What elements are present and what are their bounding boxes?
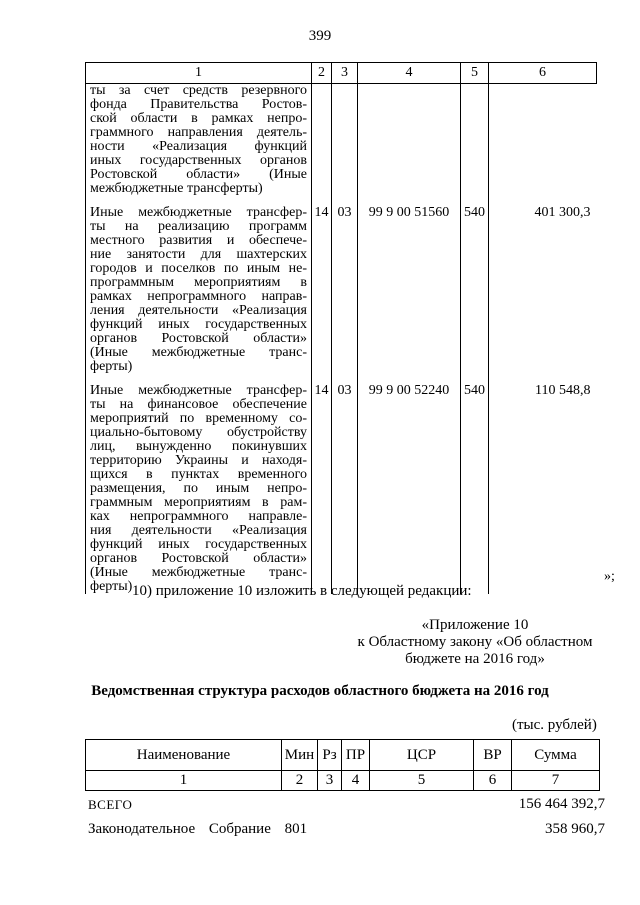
table-row xyxy=(86,84,597,197)
description-line: ской области в рамках непро- xyxy=(90,111,307,126)
total-value: 156 464 392,7 xyxy=(518,796,605,812)
description-line: лиц, вынужденно покинувших xyxy=(90,439,307,454)
row-description xyxy=(86,84,312,197)
appendix-reference xyxy=(340,617,610,668)
rz-cell: 14 xyxy=(312,384,332,594)
header-cell: 2 xyxy=(312,63,332,84)
unit-label: (тыс. рублей) xyxy=(512,717,597,733)
description-line: межбюджетные трансферты) xyxy=(90,181,263,196)
description-line: рамках непрограммного направ- xyxy=(90,289,307,304)
number-cell: 3 xyxy=(318,771,342,791)
sum-cell: 401 300,3 xyxy=(489,206,597,374)
description-line: местного развития и обеспече- xyxy=(90,233,307,248)
description-line: ты на реализацию программ xyxy=(90,219,307,234)
header-cell: 5 xyxy=(461,63,489,84)
description-line: ления деятельности «Реализация xyxy=(90,303,307,318)
description-line: органов Ростовской области» xyxy=(90,551,307,566)
total-label: ВСЕГО xyxy=(88,797,133,812)
description-line: территорию Украины и находя- xyxy=(90,453,307,468)
description-line: (Иные межбюджетные транс- xyxy=(90,345,307,360)
description-line: программным мероприятиям в xyxy=(90,275,307,290)
description-line: ние занятости для шахтерских xyxy=(90,247,307,262)
header-cell: ВР xyxy=(474,740,512,771)
description-line: (Иные межбюджетные транс- xyxy=(90,565,307,580)
department-value: 358 960,7 xyxy=(545,821,605,837)
description-line: городов и поселков по иным не- xyxy=(90,261,307,276)
appendix-line: «Приложение 10 xyxy=(421,617,529,633)
number-cell: 2 xyxy=(282,771,318,791)
row-description xyxy=(86,206,312,374)
header-cell: Мин xyxy=(282,740,318,771)
closing-quote: »; xyxy=(604,569,615,584)
description-line: ности «Реализация функций xyxy=(90,139,307,154)
header-cell: 1 xyxy=(86,63,312,84)
description-line: циально-бытовому обустройству xyxy=(90,425,307,440)
description-line: функций иных государственных xyxy=(90,317,307,332)
description-line: Иные межбюджетные трансфер- xyxy=(90,383,307,398)
header-cell: Наименование xyxy=(86,740,282,771)
vr-cell: 540 xyxy=(461,384,489,594)
number-cell: 5 xyxy=(370,771,474,791)
description-line: ферты) xyxy=(90,579,133,594)
csr-cell: 99 9 00 52240 xyxy=(358,384,461,594)
row-description xyxy=(86,384,312,594)
pr-cell: 03 xyxy=(332,206,358,374)
description-line: ты на финансовое обеспечение xyxy=(90,397,307,412)
description-line: мероприятий по временному со- xyxy=(90,411,307,426)
header-cell: 6 xyxy=(489,63,597,84)
description-line: органов Ростовской области» xyxy=(90,331,307,346)
header-cell: ЦСР xyxy=(370,740,474,771)
amendment-item: 10) приложение 10 изложить в следующей редакции: xyxy=(132,583,472,599)
table-row xyxy=(86,384,597,594)
rz-cell: 14 xyxy=(312,206,332,374)
description-line: граммным мероприятиям в рам- xyxy=(90,495,307,510)
description-line: ках непрограммного направле- xyxy=(90,509,307,524)
table-header-row xyxy=(86,740,600,771)
document-title: Ведомственная структура расходов областного бюджета на 2016 год xyxy=(91,683,549,699)
header-cell: Сумма xyxy=(512,740,600,771)
description-line: функций иных государственных xyxy=(90,537,307,552)
appendix-line: бюджете на 2016 год» xyxy=(405,651,545,667)
description-line: граммного направления деятель- xyxy=(90,125,307,140)
description-line: иных государственных органов xyxy=(90,153,307,168)
description-line: ты за счет средств резервного xyxy=(90,83,307,98)
header-cell: 3 xyxy=(332,63,358,84)
vr-cell: 540 xyxy=(461,206,489,374)
description-line: ния деятельности «Реализация xyxy=(90,523,307,538)
number-cell: 7 xyxy=(512,771,600,791)
expenses-table xyxy=(85,62,597,594)
number-cell: 1 xyxy=(86,771,282,791)
header-cell: 4 xyxy=(358,63,461,84)
description-line: ферты) xyxy=(90,359,133,374)
description-line: размещения, по иным непро- xyxy=(90,481,307,496)
number-cell: 6 xyxy=(474,771,512,791)
structure-table xyxy=(85,739,600,791)
column-number-row xyxy=(86,771,600,791)
description-line: фонда Правительства Ростов- xyxy=(90,97,307,112)
description-line: щихся в пунктах временного xyxy=(90,467,307,482)
header-cell: Рз xyxy=(318,740,342,771)
description-line: Иные межбюджетные трансфер- xyxy=(90,205,307,220)
pr-cell: 03 xyxy=(332,384,358,594)
appendix-line: к Областному закону «Об областном xyxy=(357,634,593,650)
header-cell: ПР xyxy=(342,740,370,771)
department-label: Законодательное Собрание 801 xyxy=(88,821,308,837)
page-number: 399 xyxy=(308,28,332,44)
csr-cell: 99 9 00 51560 xyxy=(358,206,461,374)
table-row xyxy=(86,206,597,374)
number-cell: 4 xyxy=(342,771,370,791)
sum-cell: 110 548,8 xyxy=(489,384,597,594)
description-line: Ростовской области» (Иные xyxy=(90,167,307,182)
table-header-row xyxy=(86,63,597,84)
